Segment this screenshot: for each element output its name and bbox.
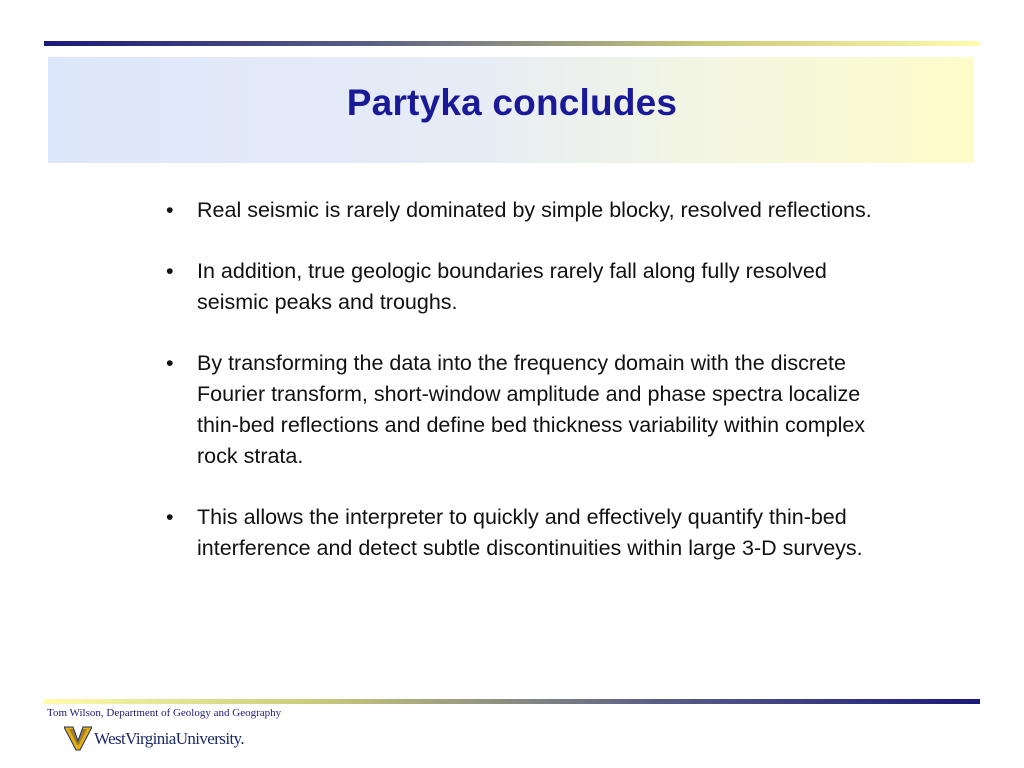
bottom-divider bbox=[44, 699, 980, 704]
flying-wv-icon bbox=[64, 725, 92, 751]
bullet-marker: • bbox=[166, 259, 174, 283]
bullet-list bbox=[162, 195, 892, 594]
bullet-item bbox=[162, 348, 892, 472]
bullet-text: This allows the interpreter to quickly and effectively quantify thin-bed interference and detect subtle discontinuities within large 3-D surveys. bbox=[197, 505, 863, 560]
university-logo bbox=[64, 725, 244, 753]
logo-wordmark: WestVirginiaUniversity. bbox=[94, 729, 245, 748]
slide-title: Partyka concludes bbox=[346, 82, 678, 123]
bullet-text: Real seismic is rarely dominated by simple blocky, resolved reflections. bbox=[197, 198, 872, 222]
bullet-marker: • bbox=[166, 505, 174, 529]
bullet-marker: • bbox=[166, 351, 174, 375]
bullet-item bbox=[162, 195, 892, 226]
bullet-item bbox=[162, 502, 892, 564]
bullet-marker: • bbox=[166, 198, 174, 222]
bullet-text: By transforming the data into the frequency domain with the discrete Fourier transform, short-window amplitude and phase spectra localize thin-bed reflections and define bed thickness variability within complex rock strata. bbox=[197, 351, 866, 468]
footer-credit: Tom Wilson, Department of Geology and Geography bbox=[47, 707, 282, 719]
bullet-item bbox=[162, 256, 892, 318]
bullet-text: In addition, true geologic boundaries rarely fall along fully resolved seismic peaks and troughs. bbox=[197, 259, 827, 314]
top-divider bbox=[44, 41, 980, 46]
